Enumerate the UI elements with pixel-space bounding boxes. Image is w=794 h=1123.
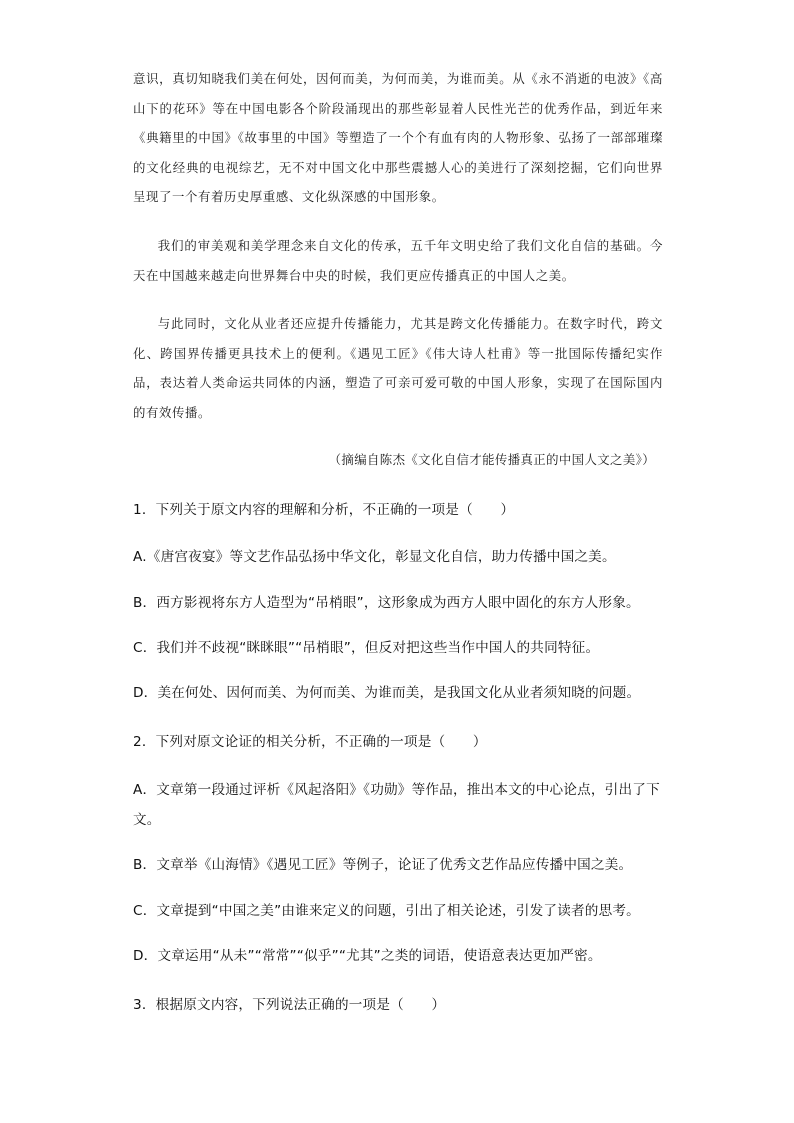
question-3-stem: 3．根据原文内容，下列说法正确的一项是（ ） bbox=[133, 997, 446, 1013]
question-1-option-d: D．美在何处、因何而美、为何而美、为谁而美，是我国文化从业者须知晓的问题。 bbox=[133, 685, 641, 701]
question-2-option-b: B．文章举《山海情》《遇见工匠》等例子，论证了优秀文艺作品应传播中国之美。 bbox=[133, 857, 633, 873]
question-1-option-b: B．西方影视将东方人造型为“吊梢眼”，这形象成为西方人眼中固化的东方人形象。 bbox=[133, 595, 640, 611]
question-1-option-a: A.《唐宫夜宴》等文艺作品弘扬中华文化，彰显文化自信，助力传播中国之美。 bbox=[133, 549, 616, 565]
paragraph-text: 我们的审美观和美学理念来自文化的传承，五千年文明史给了我们文化自信的基础。今天在中国越来越走向世界舞台中央的时候，我们更应传播真正的中国人之美。 bbox=[133, 238, 663, 283]
passage-paragraph-2 bbox=[133, 231, 663, 290]
paragraph-text: 与此同时，文化从业者还应提升传播能力，尤其是跨文化传播能力。在数字时代，跨文化、跨国界传播更具技术上的便利。《遇见工匠》《伟大诗人杜甫》等一批国际传播纪实作品，表达着人类命运共同体的内涵，塑造了可亲可爱可敬的中国人形象，实现了在国际国内的有效传播。 bbox=[133, 316, 663, 420]
source-citation: （摘编自陈杰《文化自信才能传播真正的中国人文之美》） bbox=[328, 452, 655, 467]
question-1-option-c: C．我们并不歧视“眯眯眼”“吊梢眼”，但反对把这些当作中国人的共同特征。 bbox=[133, 640, 600, 656]
passage-paragraph-1 bbox=[133, 64, 663, 212]
passage-paragraph-3 bbox=[133, 309, 663, 427]
question-2-stem: 2．下列对原文论证的相关分析，不正确的一项是（ ） bbox=[133, 734, 487, 750]
question-1-stem: 1．下列关于原文内容的理解和分析，不正确的一项是（ ） bbox=[133, 502, 515, 518]
question-2-option-a: A．文章第一段通过评析《风起洛阳》《功勋》等作品，推出本文的中心论点，引出了下文。 bbox=[133, 782, 660, 828]
paragraph-text: 意识，真切知晓我们美在何处，因何而美，为何而美，为谁而美。从《永不消逝的电波》《高山下的花环》等在中国电影各个阶段涌现出的那些彰显着人民性光芒的优秀作品，到近年来《典籍里的中国》《故事里的中国》等塑造了一个个有血有肉的人物形象、弘扬了一部部璀璨的文化经典的电视综艺，无不对中国文化中那些震撼人心的美进行了深刻挖掘，它们向世界呈现了一个有着历史厚重感、文化纵深感的中国形象。 bbox=[133, 71, 663, 204]
question-2-option-c: C．文章提到“中国之美”由谁来定义的问题，引出了相关论述，引发了读者的思考。 bbox=[133, 903, 640, 919]
question-2-option-d: D．文章运用“从未”“常常”“似乎”“尤其”之类的词语，使语意表达更加严密。 bbox=[133, 948, 602, 964]
